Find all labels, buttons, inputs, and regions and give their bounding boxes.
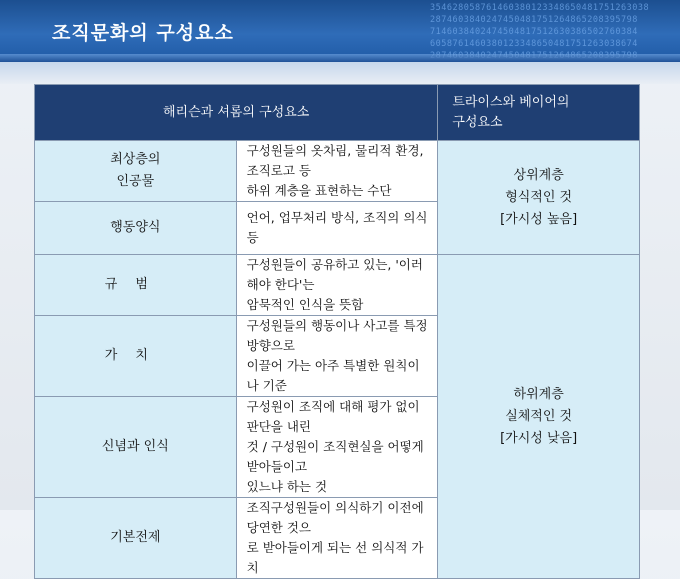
term-cell: 가치 — [35, 316, 237, 397]
desc-cell: 조직구성원들이 의식하기 이전에 당연한 것으 로 받아들이게 되는 선 의식적 가치 — [236, 498, 438, 579]
desc-cell: 구성원들의 옷차림, 물리적 환경, 조직로고 등 하위 계층을 표현하는 수단 — [236, 141, 438, 202]
digit-line: 354628058761460380123348650481751263038 — [430, 3, 650, 13]
desc-cell: 언어, 업무처리 방식, 조직의 의식 등 — [236, 202, 438, 255]
desc-cell: 구성원들의 행동이나 사고를 특정 방향으로 이끌어 가는 아주 특별한 원칙이나 기준 — [236, 316, 438, 397]
components-table — [34, 84, 640, 579]
header-right — [438, 85, 640, 141]
term-cell: 행동양식 — [35, 202, 237, 255]
digit-line: 6058761460380123348650481751263038674 — [430, 39, 638, 49]
table-row — [35, 255, 640, 316]
decorative-digits — [430, 2, 680, 62]
header-banner — [0, 0, 680, 62]
header-right-line2: 구성요소 — [452, 114, 503, 130]
term-cell: 최상층의 인공물 — [35, 141, 237, 202]
term-cell: 기본전제 — [35, 498, 237, 579]
page-title: 조직문화의 구성요소 — [52, 22, 234, 44]
term-cell: 신념과 인식 — [35, 397, 237, 498]
desc-cell: 구성원이 조직에 대해 평가 없이 판단을 내린 것 / 구성원이 조직현실을 어떻게 받아들이고 있느냐 하는 것 — [236, 397, 438, 498]
table-row — [35, 141, 640, 202]
header-band — [0, 62, 680, 84]
desc-cell: 구성원들이 공유하고 있는, '이러해야 한다'는 암묵적인 인식을 뜻함 — [236, 255, 438, 316]
table-header-row — [35, 85, 640, 141]
term-cell: 규범 — [35, 255, 237, 316]
group-lower: 하위계층 실체적인 것 [가시성 낮음] — [438, 255, 640, 579]
digit-line: 2874603840247450481751264865208395798 — [430, 15, 638, 25]
header-shine — [0, 54, 680, 62]
group-upper: 상위계층 형식적인 것 [가시성 높음] — [438, 141, 640, 255]
header-left: 해리슨과 셔롬의 구성요소 — [35, 85, 438, 141]
header-right-line1: 트라이스와 베이어의 — [452, 94, 570, 110]
digit-line: 7146038402474504817512630386502760384 — [430, 27, 638, 37]
